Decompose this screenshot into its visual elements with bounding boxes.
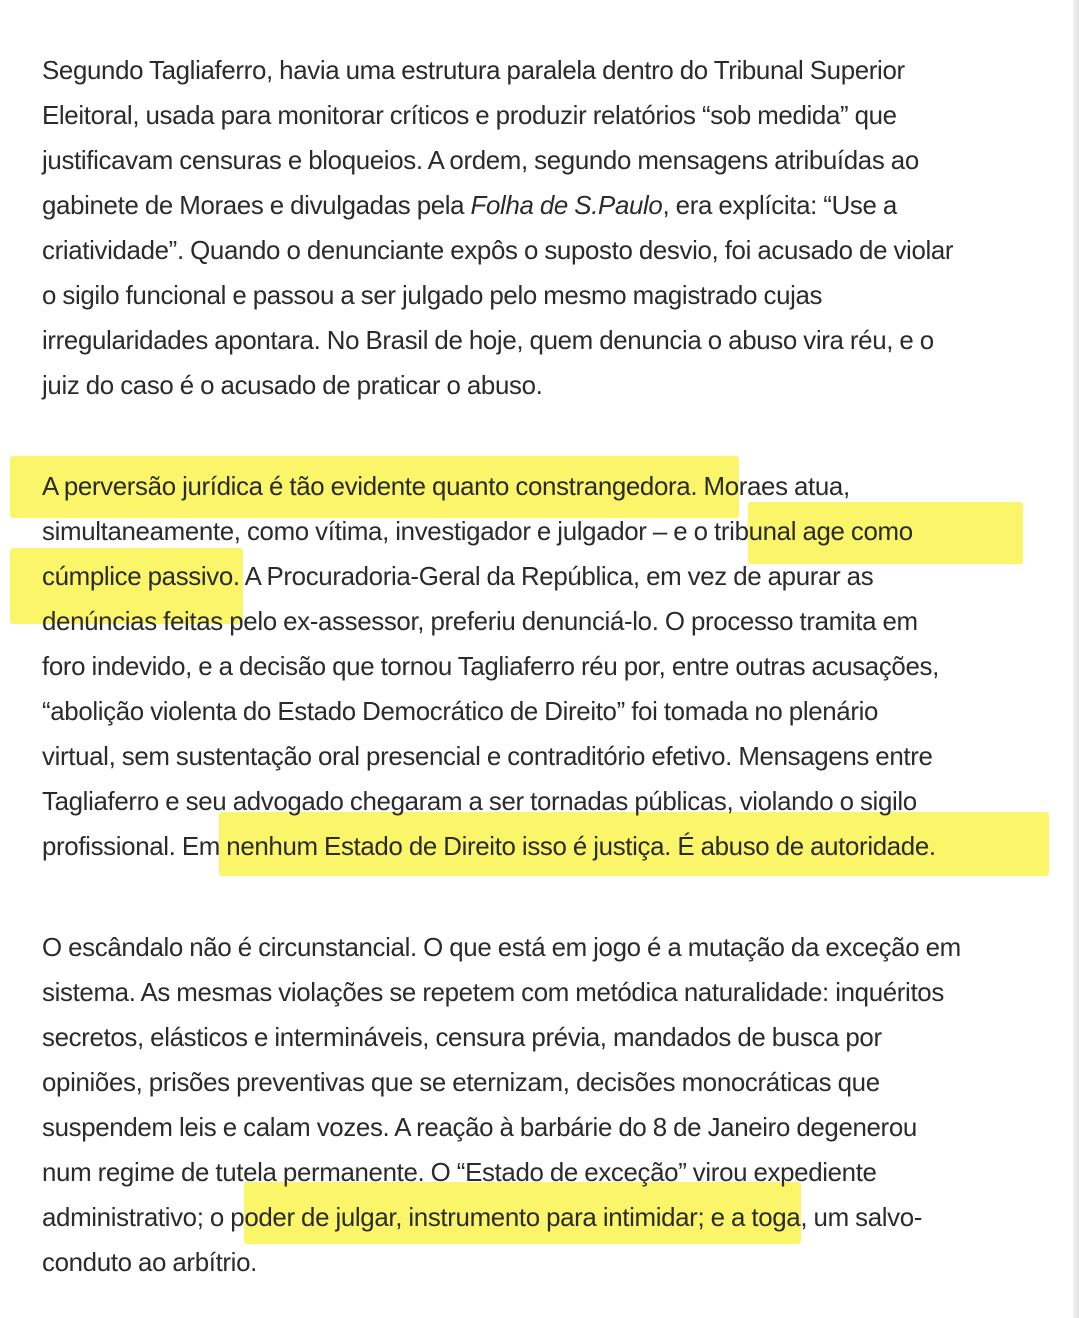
text-line: conduto ao arbítrio. xyxy=(42,1247,257,1277)
text-line: gabinete de Moraes e divulgadas pela Folha de S.Paulo, era explícita: “Use a xyxy=(42,190,897,220)
text-line: Eleitoral, usada para monitorar críticos e produzir relatórios “sob medida” que xyxy=(42,100,897,130)
text-line: Tagliaferro e seu advogado chegaram a ser tornadas públicas, violando o sigilo xyxy=(42,786,917,816)
text-line: cúmplice passivo. A Procuradoria-Geral da República, em vez de apurar as xyxy=(42,561,874,591)
text-line: “abolição violenta do Estado Democrático de Direito” foi tomada no plenário xyxy=(42,696,879,726)
text-line: justificavam censuras e bloqueios. A ordem, segundo mensagens atribuídas ao xyxy=(42,145,919,175)
text-line: irregularidades apontara. No Brasil de hoje, quem denuncia o abuso vira réu, e o xyxy=(42,325,934,355)
text-line: o sigilo funcional e passou a ser julgado pelo mesmo magistrado cujas xyxy=(42,280,823,310)
text-line: denúncias feitas pelo ex-assessor, preferiu denunciá-lo. O processo tramita em xyxy=(42,606,918,636)
text-line: administrativo; o poder de julgar, instrumento para intimidar; e a toga, um salvo- xyxy=(42,1202,923,1232)
text-line: suspendem leis e calam vozes. A reação à barbárie do 8 de Janeiro degenerou xyxy=(42,1112,917,1142)
paragraph-2 xyxy=(42,464,1047,869)
publication-name: Folha de S.Paulo xyxy=(470,190,663,220)
text-line: foro indevido, e a decisão que tornou Tagliaferro réu por, entre outras acusações, xyxy=(42,651,939,681)
paragraph-3 xyxy=(42,925,1047,1285)
text-line: virtual, sem sustentação oral presencial e contraditório efetivo. Mensagens entre xyxy=(42,741,933,771)
text-line: O escândalo não é circunstancial. O que está em jogo é a mutação da exceção em xyxy=(42,932,961,962)
text-line: criatividade”. Quando o denunciante expôs o suposto desvio, foi acusado de violar xyxy=(42,235,954,265)
text-line: num regime de tutela permanente. O “Estado de exceção” virou expediente xyxy=(42,1157,877,1187)
text-line: simultaneamente, como vítima, investigador e julgador – e o tribunal age como xyxy=(42,516,913,546)
text-line: juiz do caso é o acusado de praticar o abuso. xyxy=(42,370,543,400)
text-line: Segundo Tagliaferro, havia uma estrutura paralela dentro do Tribunal Superior xyxy=(42,55,905,85)
text-line: A perversão jurídica é tão evidente quanto constrangedora. Moraes atua, xyxy=(42,471,850,501)
text-line: secretos, elásticos e intermináveis, censura prévia, mandados de busca por xyxy=(42,1022,882,1052)
paragraph-1 xyxy=(42,48,1047,408)
text-line: opiniões, prisões preventivas que se eternizam, decisões monocráticas que xyxy=(42,1067,880,1097)
text-line: profissional. Em nenhum Estado de Direito isso é justiça. É abuso de autoridade. xyxy=(42,831,936,861)
text-line: sistema. As mesmas violações se repetem com metódica naturalidade: inquéritos xyxy=(42,977,944,1007)
